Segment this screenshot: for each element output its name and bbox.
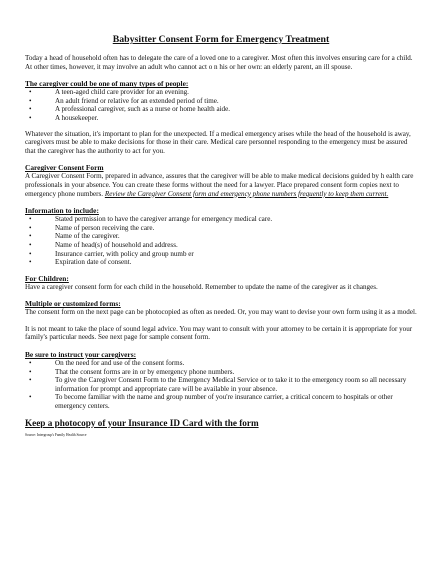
list-item: • Name of head(s) of household and address. xyxy=(29,240,178,249)
bullet-icon: • xyxy=(29,376,32,385)
instruct-heading: Be sure to instruct your caregivers: xyxy=(25,350,137,360)
information-heading: Information to include: xyxy=(25,206,99,216)
bullet-icon: • xyxy=(29,105,32,114)
bullet-icon: • xyxy=(29,223,32,232)
bullet-icon: • xyxy=(29,393,32,402)
page-title: Babysitter Consent Form for Emergency Treatment xyxy=(112,34,330,45)
bullet-icon: • xyxy=(29,113,32,122)
bullet-icon: • xyxy=(29,240,32,249)
list-item: • On the need for and use of the consent forms. xyxy=(29,359,185,368)
bullet-icon: • xyxy=(29,367,32,376)
list-item: • An adult friend or relative for an extended period of time. xyxy=(29,96,219,105)
list-item: • A housekeeper. xyxy=(29,113,99,122)
caregiver-types-heading: The caregiver could be one of many types of people: xyxy=(25,79,189,89)
list-item: • Stated permission to have the caregiver arrange for emergency medical care. xyxy=(29,215,273,224)
instruct-list xyxy=(25,359,417,411)
bullet-icon: • xyxy=(29,88,32,97)
list-item: • To give the Caregiver Consent Form to the Emergency Medical Service or to take it to the emergency room so all necessary information for prompt and appropriate care will be available in your absence. xyxy=(29,376,407,393)
caregiver-types-list xyxy=(25,88,417,122)
consent-form-heading: Caregiver Consent Form xyxy=(25,163,104,173)
list-item: • To become familiar with the name and group number of you're insurance carrier, a critical concern to hospitals or other emergency centers. xyxy=(29,393,393,411)
bullet-icon: • xyxy=(29,232,32,241)
multiple-forms-heading: Multiple or customized forms: xyxy=(25,299,121,309)
bullet-icon: • xyxy=(29,249,32,258)
information-list xyxy=(25,215,417,267)
keep-photocopy-note: Keep a photocopy of your Insurance ID Card with the form xyxy=(25,417,259,428)
list-item: • Insurance carrier, with policy and group numb er xyxy=(29,249,194,258)
list-item: • Name of person receiving the care. xyxy=(29,223,155,232)
legal-paragraph: It is not meant to take the place of sound legal advice. You may want to consult with your attorney to be certain it is appropriate for your family's particular needs. See next page for sample consent form. xyxy=(25,324,413,342)
bullet-icon: • xyxy=(29,96,32,105)
bullet-icon: • xyxy=(29,359,32,368)
list-item: • That the consent forms are in or by emergency phone numbers. xyxy=(29,367,235,376)
intro-paragraph: Today a head of household often has to delegate the care of a loved one to a caregiver. Most often this involves ensuring care for a child. At other times, however, it may involve an adult who cannot act o n his or her own: an elderly parent, an ill spouse. xyxy=(25,54,413,71)
document-page xyxy=(25,34,417,438)
list-item: • A professional caregiver, such as a nurse or home health aide. xyxy=(29,105,231,114)
consent-form-paragraph: A Caregiver Consent Form, prepared in advance, assures that the caregiver will be able to make medical decisions guided by h ealth care professionals in your absence. You can create these forms without the need for a lawyer. Place prepared consent form copies next to emergency phone numbers. Review the Caregiver Consent form and emergency phone numbers frequently to keep them current. xyxy=(25,172,414,198)
bullet-icon: • xyxy=(29,258,32,267)
children-heading: For Children: xyxy=(25,273,69,283)
whatever-paragraph: Whatever the situation, it's important to plan for the unexpected. If a medical emergency arises while the head of the household is away, caregivers must be able to make decisions for those in their care. Medical care personnel responding to the emergency must be assured that the caregiver has the authority to act for you. xyxy=(25,129,411,155)
review-reminder: Review the Caregiver Consent form and emergency phone numbers frequently to keep them current. xyxy=(104,189,389,198)
multiple-forms-paragraph: The consent form on the next page can be photocopied as often as needed. Or, you may want to devise your own form using it as a model. xyxy=(25,308,417,317)
bullet-icon: • xyxy=(29,215,32,224)
children-paragraph: Have a caregiver consent form for each child in the household. Remember to update the name of the caregiver as it changes. xyxy=(25,282,378,291)
list-item: • A teen-aged child care provider for an evening. xyxy=(29,88,189,97)
list-item: • Name of the caregiver. xyxy=(29,232,120,241)
source-note: Source: Intergroup's Family Health Source xyxy=(25,432,87,437)
list-item: • Expiration date of consent. xyxy=(29,258,132,267)
